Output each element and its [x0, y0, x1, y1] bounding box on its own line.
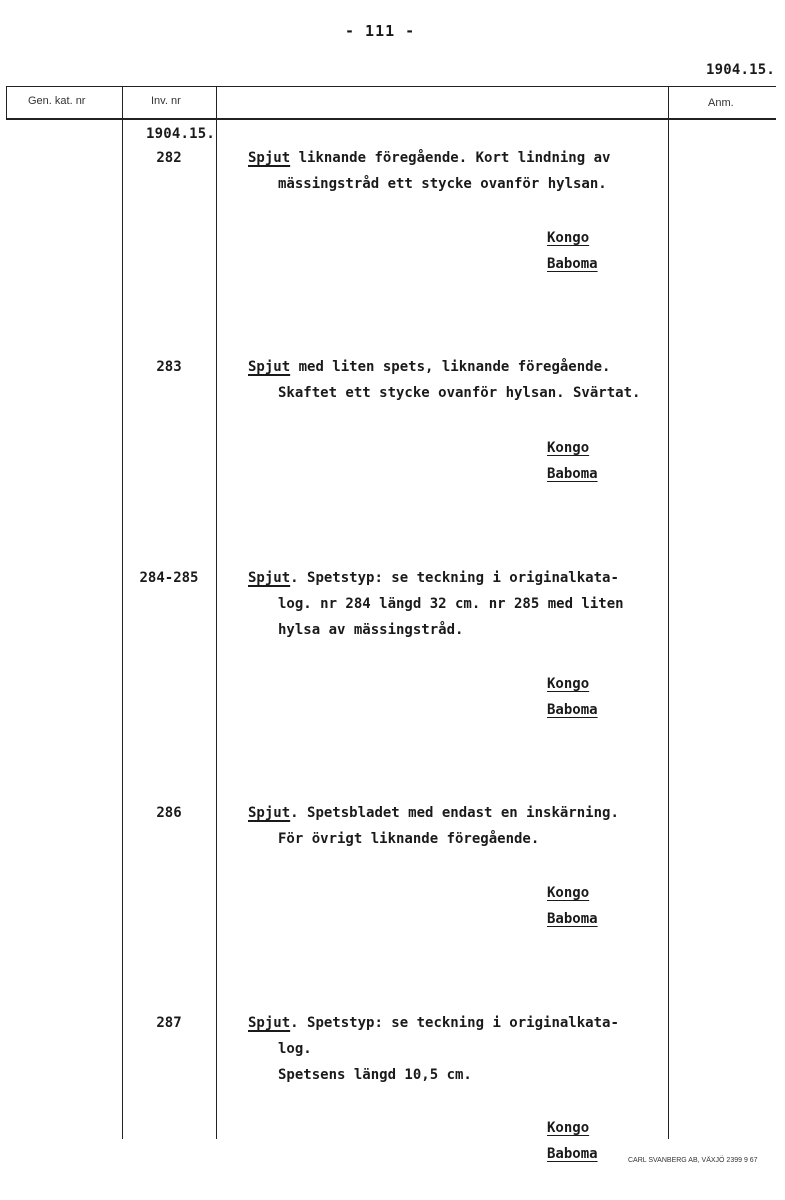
provenance-region: Kongo — [547, 1120, 590, 1136]
entry-description: liknande föregående. Kort lindning av — [290, 150, 611, 166]
object-keyword: Spjut — [248, 570, 291, 586]
entry-description: med liten spets, liknande föregående. — [290, 359, 611, 375]
column-heading-gen-kat: Gen. kat. nr — [28, 95, 86, 107]
column-heading-inv: Inv. nr — [151, 95, 181, 107]
entry-continuation-line: log. nr 284 längd 32 cm. nr 285 med liten — [278, 596, 624, 612]
entry-first-line — [248, 150, 610, 166]
column-rule-inv — [122, 86, 123, 1139]
entry-continuation-line: log. — [278, 1041, 312, 1057]
column-rule-gen-kat — [6, 86, 7, 119]
object-keyword: Spjut — [248, 359, 291, 375]
entry-description: . Spetsbladet med endast en inskärning. — [290, 805, 619, 821]
object-keyword: Spjut — [248, 150, 291, 166]
entry-first-line — [248, 805, 619, 821]
column-rule-anm — [668, 86, 669, 1139]
object-keyword: Spjut — [248, 805, 291, 821]
entry-continuation-line: För övrigt liknande föregående. — [278, 831, 540, 847]
entry-first-line — [248, 570, 619, 586]
provenance-people: Baboma — [547, 466, 598, 482]
series-header: 1904.15. — [706, 62, 776, 78]
printer-mark: CARL SVANBERG AB, VÄXJÖ 2399 9 67 — [628, 1157, 758, 1164]
entry-continuation-line: Skaftet ett stycke ovanför hylsan. Svärtat. — [278, 385, 641, 401]
provenance-region: Kongo — [547, 676, 590, 692]
provenance-region: Kongo — [547, 885, 590, 901]
provenance-people: Baboma — [547, 1146, 598, 1162]
inv-number: 284-285 — [139, 570, 199, 586]
entry-continuation-line: Spetsens längd 10,5 cm. — [278, 1067, 472, 1083]
inv-number: 282 — [156, 150, 182, 166]
entry-first-line — [248, 1015, 619, 1031]
entry-continuation-line: mässingstråd ett stycke ovanför hylsan. — [278, 176, 607, 192]
inv-number: 283 — [156, 359, 182, 375]
entry-first-line — [248, 359, 610, 375]
column-heading-anm: Anm. — [708, 97, 734, 109]
provenance-region: Kongo — [547, 440, 590, 456]
entry-description: . Spetstyp: se teckning i originalkata- — [290, 570, 619, 586]
column-rule-text — [216, 86, 217, 1139]
provenance-people: Baboma — [547, 702, 598, 718]
object-keyword: Spjut — [248, 1015, 291, 1031]
series-label: 1904.15. — [146, 126, 216, 142]
page-number: - 111 - — [345, 22, 416, 40]
inv-number: 287 — [156, 1015, 182, 1031]
entry-description: . Spetstyp: se teckning i originalkata- — [290, 1015, 619, 1031]
provenance-region: Kongo — [547, 230, 590, 246]
provenance-people: Baboma — [547, 911, 598, 927]
inv-number: 286 — [156, 805, 182, 821]
provenance-people: Baboma — [547, 256, 598, 272]
entry-continuation-line: hylsa av mässingstråd. — [278, 622, 464, 638]
